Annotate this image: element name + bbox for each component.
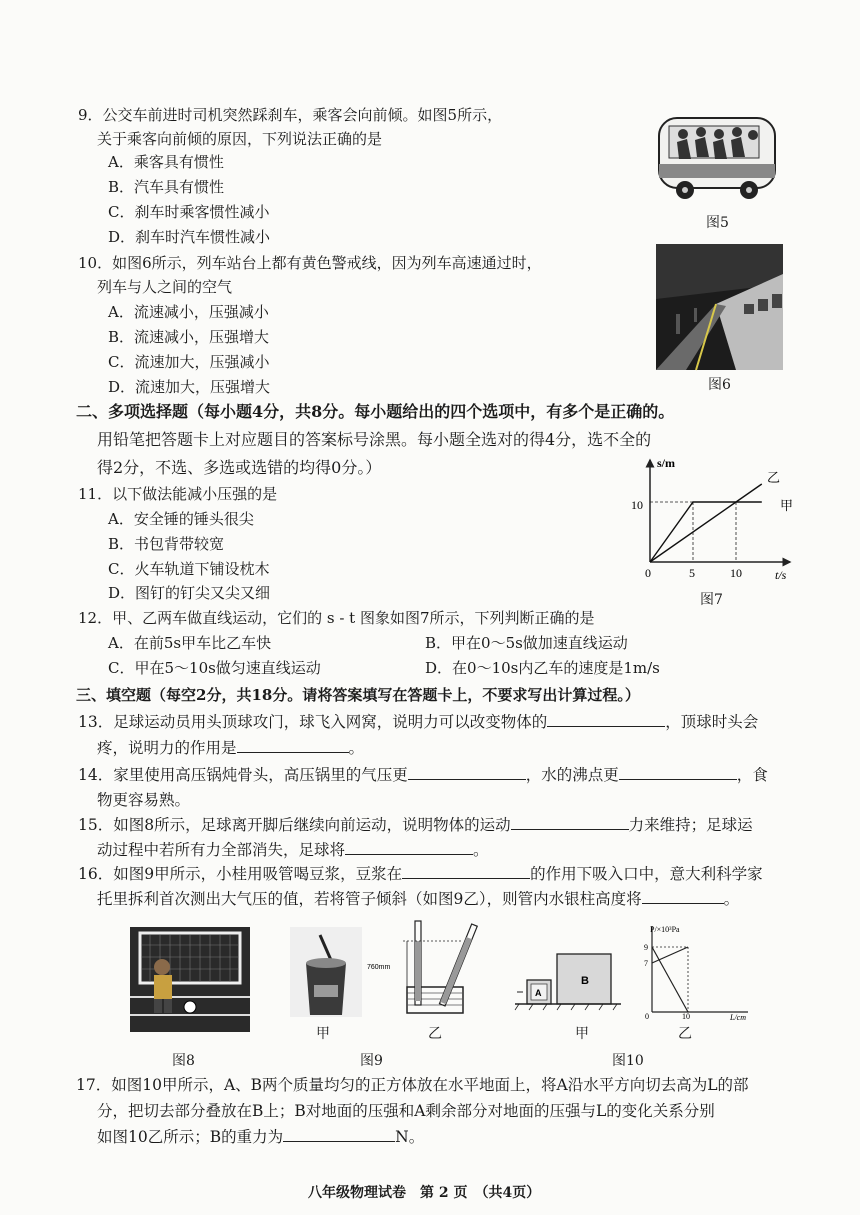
- q12-option-d: D．在0～10s内乙车的速度是1m/s: [425, 659, 660, 677]
- fig7-x-tick-5: 5: [689, 566, 695, 580]
- fig7-st-chart: [625, 452, 805, 587]
- q13-line2: 疼，说明力的作用是 。: [97, 739, 365, 757]
- q11-option-a: A．安全锤的锤头很尖: [108, 510, 254, 528]
- fig7-x-tick-10: 10: [730, 566, 742, 580]
- q10-stem-line1: 10．如图6所示，列车站台上都有黄色警戒线，因为列车高速通过时，: [78, 254, 542, 272]
- q10-option-b: B．流速减小，压强增大: [108, 328, 270, 346]
- fig7-y-label: s/m: [657, 456, 675, 470]
- q17-blank-1[interactable]: [283, 1127, 395, 1142]
- fig5-caption: 图5: [706, 215, 729, 231]
- fig7-series-jia-line: [650, 502, 762, 562]
- q14-line2: 物更容易熟。: [97, 791, 191, 809]
- fig10-x-axis-label: L/cm: [730, 1013, 746, 1022]
- bus-passengers-figure: [655, 112, 780, 207]
- q12-option-c: C．甲在5～10s做匀速直线运动: [108, 659, 321, 677]
- fig9-caption: 图9: [360, 1053, 383, 1069]
- q17-line1: 17．如图10甲所示，A、B两个质量均匀的正方体放在水平地面上，将A沿水平方向切去高为L的部: [76, 1076, 749, 1094]
- fig10-tick-9: 9: [644, 943, 648, 952]
- fig10-jia-label: 甲: [575, 1026, 589, 1042]
- q11-stem: 11．以下做法能减小压强的是: [78, 485, 278, 503]
- train-platform-photo: [656, 244, 783, 370]
- q9-option-c: C．刹车时乘客惯性减小: [108, 203, 270, 221]
- fig9-torricelli-tubes: [367, 917, 485, 1022]
- fig10-tick-10: 10: [682, 1012, 690, 1021]
- q16-blank-2[interactable]: [642, 889, 724, 904]
- fig9-yi-label: 乙: [428, 1026, 442, 1042]
- fig9-760mm-label: 760mm: [367, 964, 391, 971]
- q13-line1: 13．足球运动员用头顶球攻门，球飞入网窝，说明力可以改变物体的 ，顶球时头会: [78, 713, 759, 731]
- q12-stem: 12．甲、乙两车做直线运动，它们的 s - t 图象如图7所示，下列判断正确的是: [78, 609, 595, 627]
- q15-line1: 15．如图8所示，足球离开脚后继续向前运动，说明物体的运动 力来维持；足球运: [78, 816, 753, 834]
- fig10-block-a-label: A: [535, 988, 542, 998]
- fig6-caption: 图6: [708, 377, 731, 393]
- q12-option-b: B．甲在0～5s做加速直线运动: [425, 634, 628, 652]
- fig9-cup-straw-photo: [290, 927, 362, 1017]
- q15-blank-1[interactable]: [511, 815, 629, 830]
- fig10-tick-7: 7: [644, 959, 648, 968]
- fig10-caption: 图10: [612, 1053, 644, 1069]
- q16-line2: 托里拆利首次测出大气压的值，若将管子倾斜（如图9乙），则管内水银柱高度将 。: [97, 890, 740, 908]
- q17-line3: 如图10乙所示；B的重力为 N。: [97, 1128, 425, 1146]
- q10-option-a: A．流速减小，压强减小: [108, 303, 269, 321]
- q11-option-c: C．火车轨道下铺设枕木: [108, 560, 270, 578]
- q9-option-a: A．乘客具有惯性: [108, 153, 224, 171]
- section2-heading-line2: 用铅笔把答题卡上对应题目的答案标号涂黑。每小题全选对的得4分，选不全的: [97, 430, 652, 449]
- section3-heading: 三、填空题（每空2分，共18分。请将答案填写在答题卡上，不要求写出计算过程。）: [76, 686, 640, 704]
- q11-option-b: B．书包背带较宽: [108, 535, 225, 553]
- fig10-y-axis-label: P/×10³Pa: [650, 925, 680, 934]
- q9-stem-line2: 关于乘客向前倾的原因，下列说法正确的是: [97, 130, 383, 148]
- fig8-soccer-photo: [130, 927, 250, 1032]
- fig7-series-yi-line: [650, 484, 762, 562]
- fig9-jia-label: 甲: [316, 1026, 330, 1042]
- fig10-line-b: [652, 947, 688, 963]
- fig7-x-label: t/s: [775, 568, 787, 582]
- q10-stem-line2: 列车与人之间的空气: [97, 278, 233, 296]
- fig7-series-jia-label: 甲: [780, 498, 794, 513]
- q9-option-b: B．汽车具有惯性: [108, 178, 225, 196]
- page-footer: 八年级物理试卷 第 2 页 （共4页）: [308, 1185, 541, 1201]
- fig7-y-tick-10: 10: [631, 498, 643, 512]
- fig8-caption: 图8: [172, 1053, 195, 1069]
- fig10-blocks-figure: [505, 948, 625, 1016]
- q10-option-d: D．流速加大，压强增大: [108, 378, 271, 396]
- q14-blank-2[interactable]: [619, 765, 737, 780]
- q13-blank-2[interactable]: [237, 738, 349, 753]
- fig7-x-tick-0: 0: [645, 566, 651, 580]
- q16-blank-1[interactable]: [402, 864, 530, 879]
- section2-heading-line3: 得2分，不选、多选或选错的均得0分。）: [97, 458, 382, 477]
- q17-line2: 分，把切去部分叠放在B上；B对地面的压强和A剩余部分对地面的压强与L的变化关系分别: [97, 1102, 715, 1120]
- q14-blank-1[interactable]: [408, 765, 526, 780]
- fig10-block-b-label: B: [581, 975, 589, 987]
- q11-option-d: D．图钉的钉尖又尖又细: [108, 584, 271, 602]
- fig7-caption: 图7: [700, 592, 723, 608]
- q15-blank-2[interactable]: [345, 840, 473, 855]
- q16-line1: 16．如图9甲所示，小桂用吸管喝豆浆，豆浆在 的作用下吸入口中，意大利科学家: [78, 865, 763, 883]
- q13-blank-1[interactable]: [547, 712, 665, 727]
- section2-heading-line1: 二、多项选择题（每小题4分，共8分。每小题给出的四个选项中，有多个是正确的。: [76, 402, 675, 421]
- fig10-tick-0: 0: [645, 1012, 649, 1021]
- q9-stem-line1: 9．公交车前进时司机突然踩刹车，乘客会向前倾。如图5所示，: [78, 106, 503, 124]
- q10-option-c: C．流速加大，压强减小: [108, 353, 270, 371]
- fig7-series-yi-label: 乙: [767, 470, 781, 485]
- fig10-pressure-length-chart: [630, 920, 760, 1020]
- q14-line1: 14．家里使用高压锅炖骨头，高压锅里的气压更 ，水的沸点更 ，食: [78, 766, 768, 784]
- fig10-line-a: [652, 947, 688, 1012]
- q9-option-d: D．刹车时汽车惯性减小: [108, 228, 271, 246]
- fig10-yi-label: 乙: [678, 1026, 692, 1042]
- q15-line2: 动过程中若所有力全部消失，足球将 。: [97, 841, 489, 859]
- q12-option-a: A．在前5s甲车比乙车快: [108, 634, 272, 652]
